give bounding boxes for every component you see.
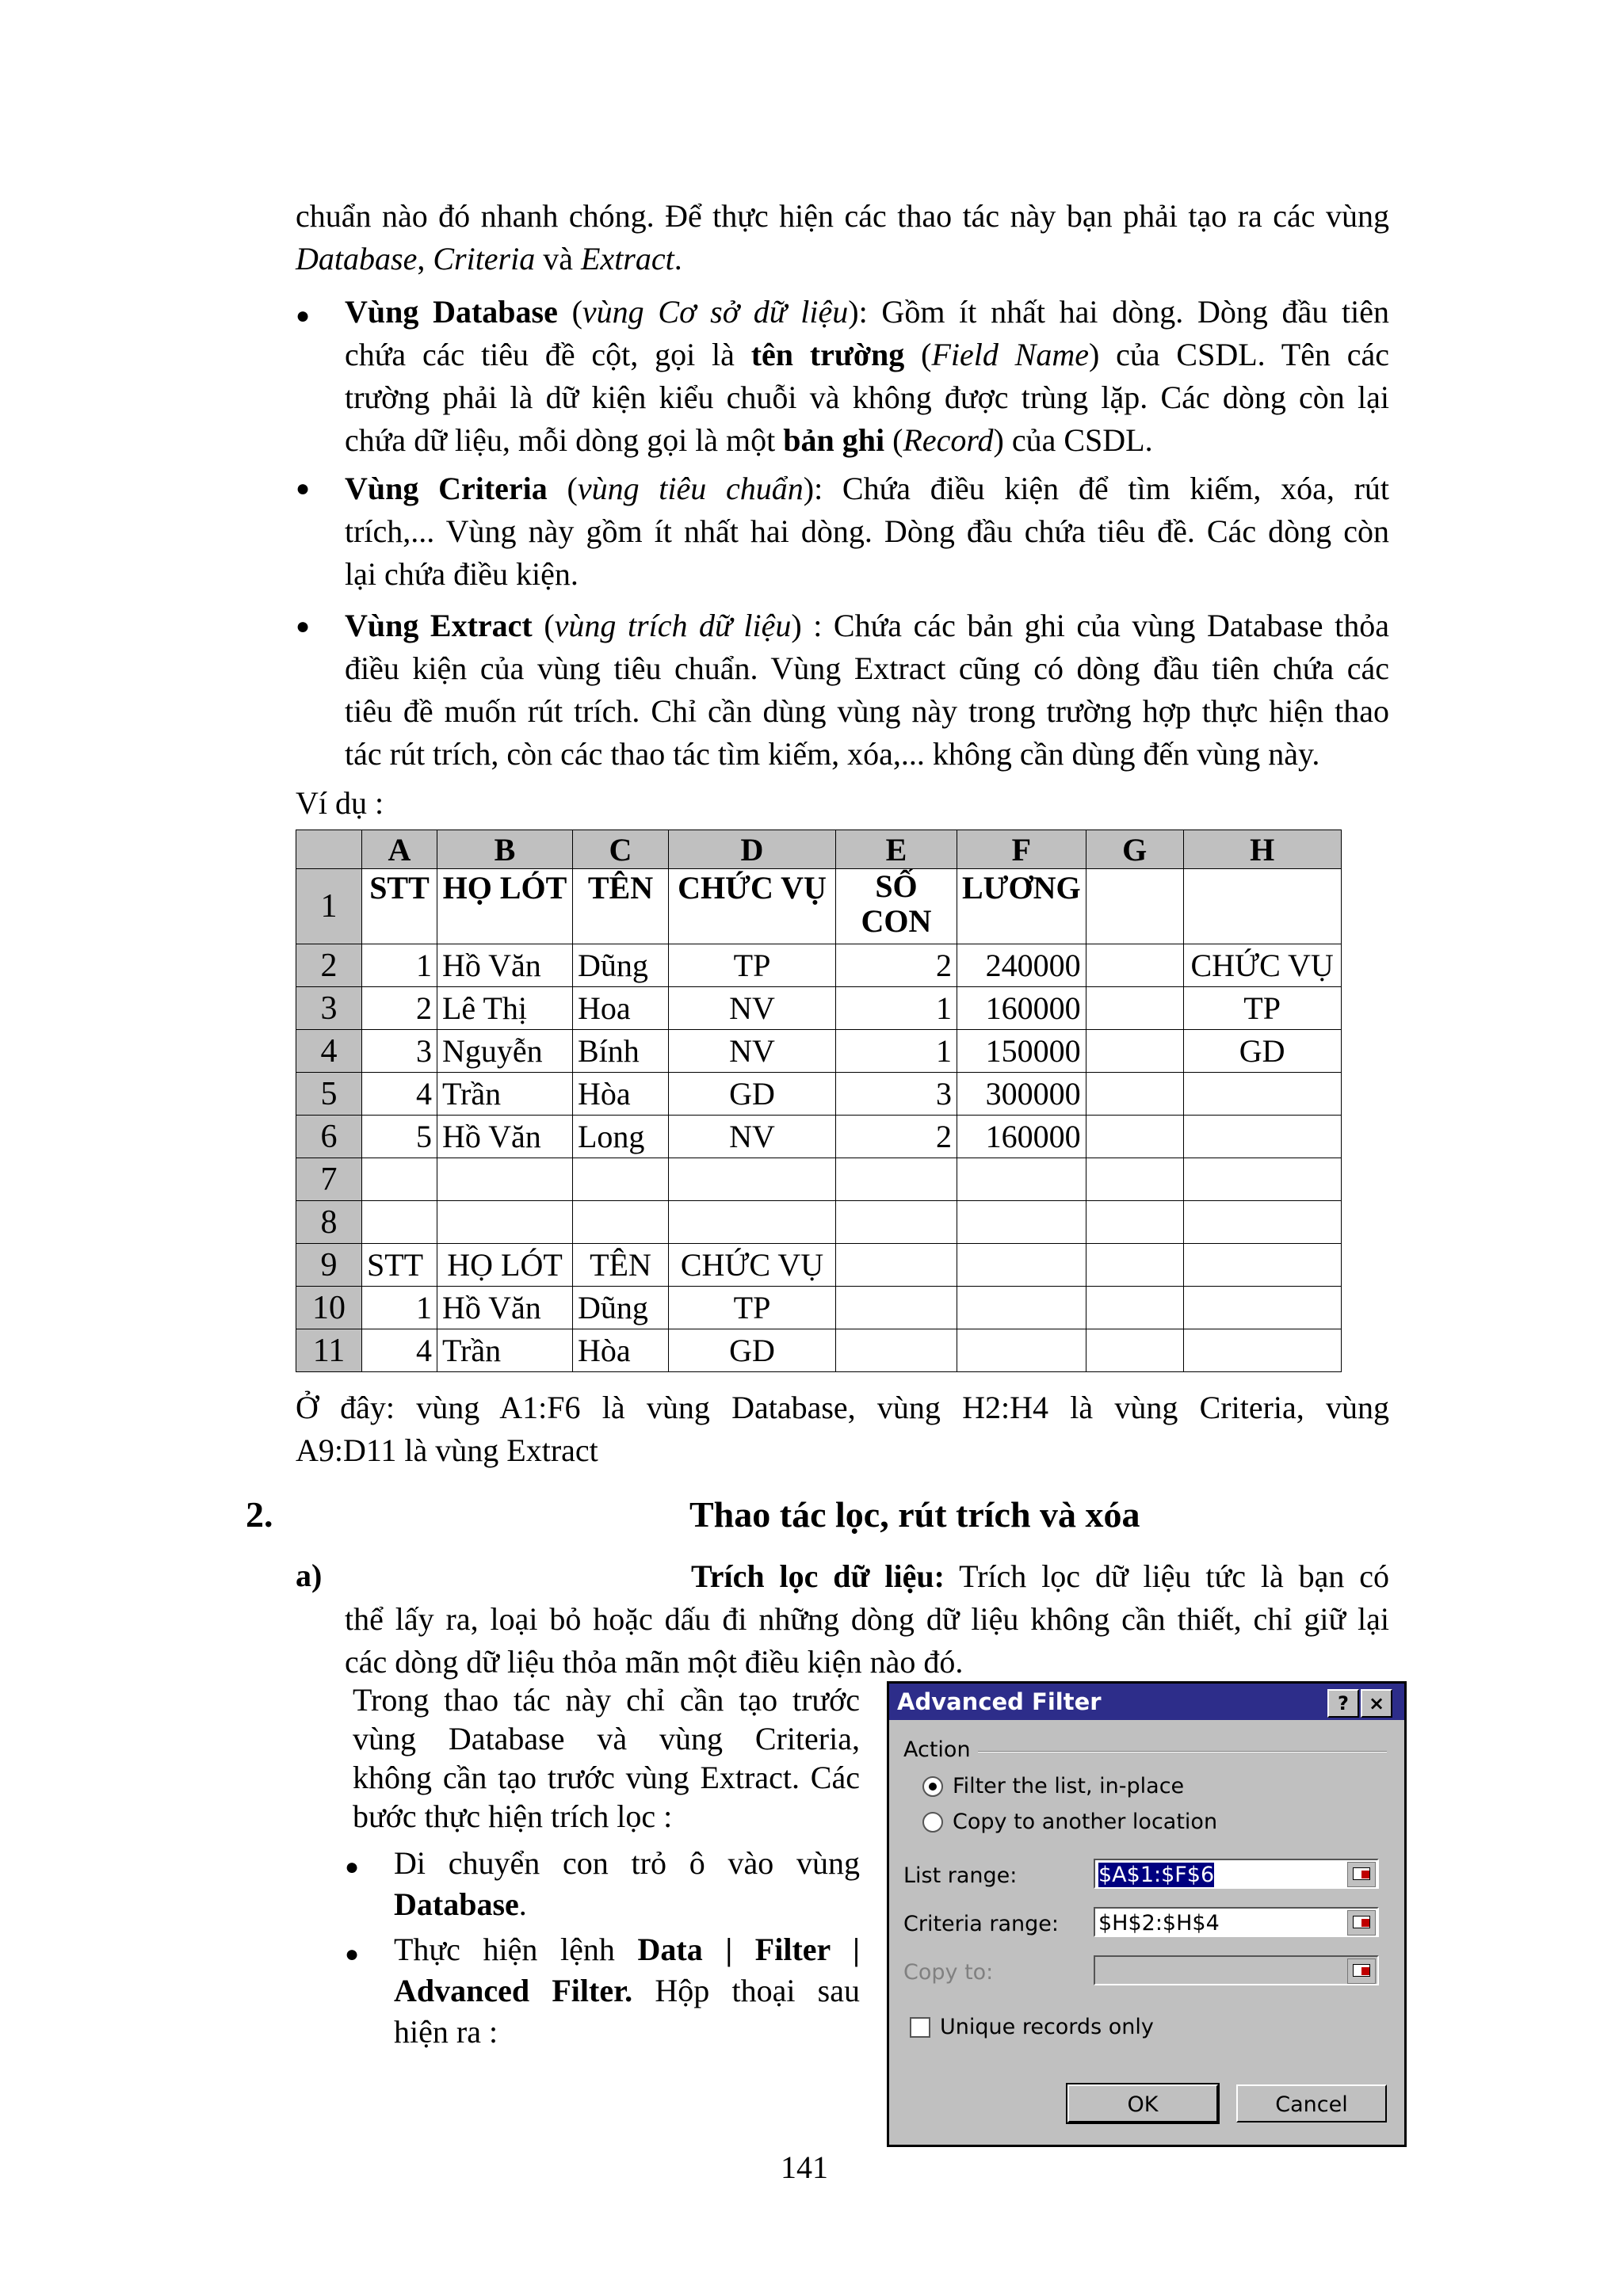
- intro-line-1: chuẩn nào đó nhanh chóng. Để thực hiện các thao tác này bạn phải tạo ra các vùng: [296, 198, 1389, 234]
- table-cell: 2: [362, 987, 437, 1030]
- copy-to-location-label[interactable]: Copy to another location: [953, 1810, 1218, 1834]
- table-cell: TÊN: [573, 869, 669, 944]
- col-header: B: [437, 830, 573, 869]
- table-cell: [1086, 1201, 1183, 1244]
- table-cell: Bính: [573, 1030, 669, 1073]
- table-cell: Nguyễn: [437, 1030, 573, 1073]
- table-cell: SỐ CON: [836, 869, 957, 944]
- table-cell: Hoa: [573, 987, 669, 1030]
- copy-to-input[interactable]: [1094, 1955, 1379, 1985]
- row-header: 8: [296, 1201, 362, 1244]
- criteria-range-input[interactable]: $H$2:$H$4: [1094, 1907, 1379, 1937]
- unique-records-checkbox[interactable]: [910, 2017, 930, 2038]
- table-cell: [836, 1158, 957, 1201]
- table-cell: [437, 1201, 573, 1244]
- table-cell: [1086, 944, 1183, 987]
- table-cell: Trần: [437, 1073, 573, 1116]
- advanced-filter-dialog: [887, 1681, 1407, 2147]
- table-cell: [1086, 1158, 1183, 1201]
- table-cell: [1086, 987, 1183, 1030]
- table-cell: CHỨC VỤ: [1183, 944, 1341, 987]
- table-cell: STT: [362, 869, 437, 944]
- sub-a-paragraph: Trích lọc dữ liệu: Trích lọc dữ liệu tức là bạn có thể lấy ra, loại bỏ hoặc dấu đi những dòng dữ liệu không cần thiết, chỉ giữ lại các dòng dữ liệu thỏa mãn một điều kiện nào đó.: [345, 1558, 1389, 1680]
- table-cell: [957, 1287, 1086, 1329]
- bullet-database: Vùng Database (vùng Cơ sở dữ liệu): Gồm ít nhất hai dòng. Dòng đầu tiên chứa các tiêu đề cột, gọi là tên trường (Field Name) của CSDL. Tên các trường phải là dữ kiện kiểu chuỗi và không được trùng lặp. Các dòng còn lại chứa dữ liệu, mỗi dòng gọi là một bản ghi (Record) của CSDL.: [345, 294, 1390, 458]
- table-cell: [1086, 1244, 1183, 1287]
- bullet-dot: ●: [296, 475, 311, 502]
- table-cell: [836, 1329, 957, 1372]
- table-cell: 300000: [957, 1073, 1086, 1116]
- table-cell: Dũng: [573, 944, 669, 987]
- table-cell: [957, 1329, 1086, 1372]
- table-cell: [573, 1158, 669, 1201]
- table-cell: 1: [836, 1030, 957, 1073]
- table-cell: [1183, 1116, 1341, 1158]
- bullet-extract: Vùng Extract (vùng trích dữ liệu) : Chứa các bản ghi của vùng Database thỏa điều kiện của vùng tiêu chuẩn. Vùng Extract cũng có dòng đầu tiên chứa các tiêu đề muốn rút trích. Chỉ cần dùng vùng này trong trường hợp thực hiện thao tác rút trích, còn các thao tác tìm kiếm, xóa,... không cần dùng đến vùng này.: [345, 608, 1389, 772]
- table-cell: CHỨC VỤ: [669, 869, 836, 944]
- intro-line-2: Database, Criteria và Extract.: [296, 241, 682, 277]
- table-cell: [362, 1158, 437, 1201]
- example-label: Ví dụ :: [296, 785, 384, 821]
- intro-paragraph: [296, 195, 1389, 280]
- close-button[interactable]: ×: [1361, 1689, 1392, 1718]
- corner-cell: [296, 830, 362, 869]
- table-cell: CHỨC VỤ: [669, 1244, 836, 1287]
- table-cell: [362, 1201, 437, 1244]
- row-header: 7: [296, 1158, 362, 1201]
- table-cell: [1183, 1329, 1341, 1372]
- row-header: 9: [296, 1244, 362, 1287]
- col-header: E: [836, 830, 957, 869]
- table-cell: [1086, 869, 1183, 944]
- row-header: 4: [296, 1030, 362, 1073]
- page-number: 141: [781, 2149, 828, 2185]
- table-cell: 3: [362, 1030, 437, 1073]
- row-header: 3: [296, 987, 362, 1030]
- action-separator: [978, 1751, 1387, 1753]
- table-cell: [1086, 1287, 1183, 1329]
- table-cell: 4: [362, 1073, 437, 1116]
- row-header: 6: [296, 1116, 362, 1158]
- row-header: 11: [296, 1329, 362, 1372]
- table-cell: Hòa: [573, 1329, 669, 1372]
- row-header: 10: [296, 1287, 362, 1329]
- row-header: 5: [296, 1073, 362, 1116]
- table-cell: [836, 1244, 957, 1287]
- table-cell: NV: [669, 1030, 836, 1073]
- range-picker-icon[interactable]: [1347, 1862, 1376, 1887]
- table-cell: Hòa: [573, 1073, 669, 1116]
- table-cell: [957, 1244, 1086, 1287]
- col-header: F: [957, 830, 1086, 869]
- col-header: A: [362, 830, 437, 869]
- table-cell: NV: [669, 1116, 836, 1158]
- table-cell: Hồ Văn: [437, 1287, 573, 1329]
- example-spreadsheet: [296, 830, 1342, 1372]
- table-cell: [1183, 869, 1341, 944]
- table-cell: Trần: [437, 1329, 573, 1372]
- bullet-criteria: Vùng Criteria (vùng tiêu chuẩn): Chứa điều kiện để tìm kiếm, xóa, rút trích,... Vùng này gồm ít nhất hai dòng. Dòng đầu chứa tiêu đề. Các dòng còn lại chứa điều kiện.: [345, 471, 1390, 592]
- table-cell: 3: [836, 1073, 957, 1116]
- step-1: Di chuyển con trỏ ô vào vùng Database.: [394, 1845, 860, 1922]
- left-column-intro: Trong thao tác này chỉ cần tạo trước vùng Database và vùng Criteria, không cần tạo trước vùng Extract. Các bước thực hiện trích lọc :: [353, 1682, 860, 1834]
- col-header: C: [573, 830, 669, 869]
- copy-to-label: Copy to:: [903, 1960, 994, 1985]
- table-cell: STT: [362, 1244, 437, 1287]
- col-header: G: [1086, 830, 1183, 869]
- table-cell: [1086, 1073, 1183, 1116]
- section-title: Thao tác lọc, rút trích và xóa: [689, 1494, 1140, 1535]
- bullet-dot: ●: [296, 303, 311, 329]
- filter-in-place-label[interactable]: Filter the list, in-place: [953, 1774, 1185, 1798]
- table-cell: GD: [669, 1073, 836, 1116]
- unique-records-label[interactable]: Unique records only: [940, 2015, 1154, 2039]
- table-cell: [1183, 1201, 1341, 1244]
- table-cell: [1086, 1116, 1183, 1158]
- filter-in-place-radio[interactable]: [922, 1776, 943, 1797]
- table-cell: 1: [362, 1287, 437, 1329]
- table-cell: [1183, 1158, 1341, 1201]
- table-cell: 1: [836, 987, 957, 1030]
- table-cell: Lê Thị: [437, 987, 573, 1030]
- help-button[interactable]: ?: [1327, 1689, 1359, 1718]
- row-header: 1: [296, 869, 362, 944]
- table-cell: [669, 1158, 836, 1201]
- table-cell: TP: [669, 1287, 836, 1329]
- bullet-dot: ●: [345, 1854, 360, 1880]
- table-cell: 1: [362, 944, 437, 987]
- table-cell: [1183, 1244, 1341, 1287]
- col-header: D: [669, 830, 836, 869]
- range-picker-icon[interactable]: [1347, 1910, 1376, 1936]
- table-cell: 2: [836, 1116, 957, 1158]
- table-cell: LƯƠNG: [957, 869, 1086, 944]
- table-cell: GD: [669, 1329, 836, 1372]
- table-cell: 4: [362, 1329, 437, 1372]
- list-range-input[interactable]: $A$1:$F$6: [1094, 1859, 1379, 1889]
- table-cell: [957, 1201, 1086, 1244]
- table-cell: [1086, 1329, 1183, 1372]
- table-cell: NV: [669, 987, 836, 1030]
- col-header: H: [1183, 830, 1341, 869]
- table-cell: [957, 1158, 1086, 1201]
- table-cell: HỌ LÓT: [437, 869, 573, 944]
- table-cell: 160000: [957, 1116, 1086, 1158]
- table-cell: TP: [669, 944, 836, 987]
- table-cell: Hồ Văn: [437, 944, 573, 987]
- table-cell: [1183, 1287, 1341, 1329]
- ok-button[interactable]: OK: [1067, 2084, 1218, 2122]
- table-cell: HỌ LÓT: [437, 1244, 573, 1287]
- table-cell: 160000: [957, 987, 1086, 1030]
- table-cell: TP: [1183, 987, 1341, 1030]
- cancel-button[interactable]: Cancel: [1236, 2084, 1387, 2122]
- table-cell: Dũng: [573, 1287, 669, 1329]
- table-cell: Hồ Văn: [437, 1116, 573, 1158]
- table-cell: 240000: [957, 944, 1086, 987]
- table-cell: [836, 1287, 957, 1329]
- dialog-title: Advanced Filter: [897, 1688, 1102, 1715]
- table-cell: [1183, 1073, 1341, 1116]
- criteria-range-label: Criteria range:: [903, 1912, 1059, 1936]
- note-paragraph: Ở đây: vùng A1:F6 là vùng Database, vùng H2:H4 là vùng Criteria, vùng A9:D11 là vùng Extract: [296, 1390, 1389, 1468]
- sub-label: a): [296, 1558, 323, 1593]
- table-cell: [669, 1201, 836, 1244]
- table-cell: [437, 1158, 573, 1201]
- row-header: 2: [296, 944, 362, 987]
- table-cell: TÊN: [573, 1244, 669, 1287]
- bullet-dot: ●: [345, 1941, 360, 1967]
- table-cell: [573, 1201, 669, 1244]
- list-range-label: List range:: [903, 1863, 1018, 1888]
- table-cell: 150000: [957, 1030, 1086, 1073]
- table-cell: 2: [836, 944, 957, 987]
- step-2: Thực hiện lệnh Data | Filter | Advanced Filter. Hộp thoại sau hiện ra :: [394, 1932, 861, 2050]
- table-cell: Long: [573, 1116, 669, 1158]
- table-cell: 5: [362, 1116, 437, 1158]
- range-picker-icon[interactable]: [1347, 1958, 1376, 1984]
- copy-to-location-radio[interactable]: [922, 1812, 943, 1833]
- bullet-dot: ●: [296, 613, 311, 639]
- table-cell: GD: [1183, 1030, 1341, 1073]
- action-label: Action: [903, 1737, 971, 1762]
- table-cell: [836, 1201, 957, 1244]
- section-number: 2.: [246, 1494, 273, 1535]
- table-cell: [1086, 1030, 1183, 1073]
